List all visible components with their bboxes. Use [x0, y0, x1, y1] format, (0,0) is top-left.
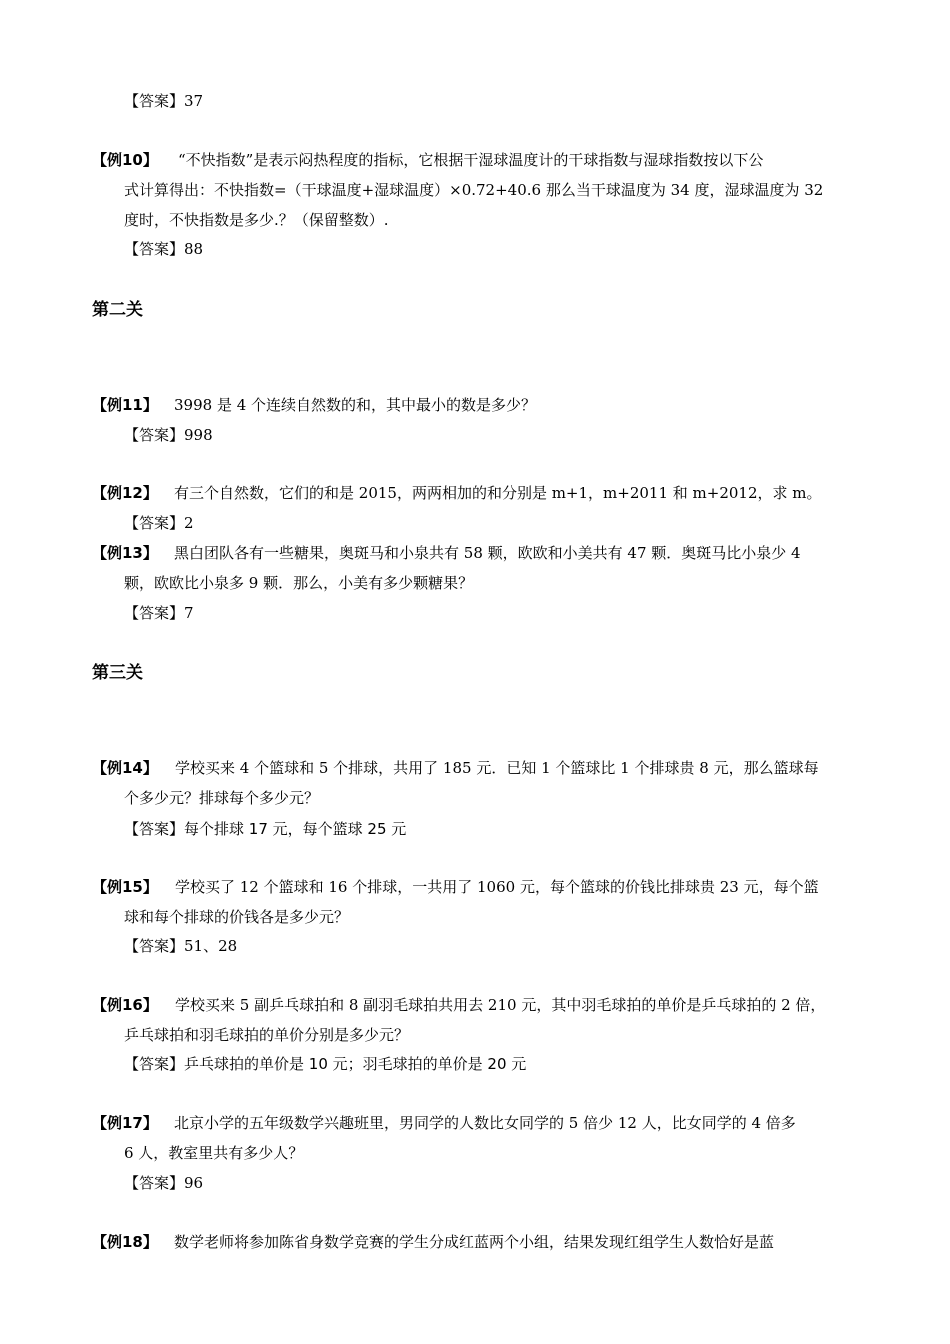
answer-label: 【答案】 [124, 937, 185, 955]
answer-label: 【答案】 [124, 604, 185, 622]
problem-text-line: “不快指数”是表示闷热程度的指标，它根据干湿球温度计的干球指数与湿球指数按以下公 [178, 151, 764, 169]
answer-line [124, 1054, 526, 1074]
problem-label: 【例16】 [92, 996, 158, 1014]
problem-text-line: 学校买来 4 个篮球和 5 个排球，共用了 185 元．已知 1 个篮球比 1 个排球贵 8 元，那么篮球每 [175, 759, 819, 777]
section-title: 第三关 [92, 663, 143, 683]
problem-label: 【例15】 [92, 878, 158, 896]
problem-label: 【例10】 [92, 151, 158, 169]
problem-label: 【例11】 [92, 396, 158, 414]
problem-label: 【例14】 [92, 759, 158, 777]
problem-text-line: 颗，欧欧比小泉多 9 颗．那么，小美有多少颗糖果？ [124, 574, 474, 592]
answer-value: 37 [184, 92, 204, 110]
problem-text-line: 球和每个排球的价钱各是多少元？ [124, 908, 350, 926]
answer-line [124, 1173, 203, 1193]
answer-value: 96 [184, 1174, 204, 1192]
answer-line [124, 819, 406, 839]
answer-label: 【答案】 [124, 92, 185, 110]
answer-value: 每个排球 17 元，每个篮球 25 元 [184, 820, 407, 838]
problem-text-line: 度时，不快指数是多少.？（保留整数）. [124, 211, 389, 229]
answer-label: 【答案】 [124, 820, 185, 838]
problem-text-line: 3998 是 4 个连续自然数的和，其中最小的数是多少？ [174, 396, 537, 414]
answer-line [124, 425, 213, 445]
problem-text-line: 黑白团队各有一些糖果，奥斑马和小泉共有 58 颗，欧欧和小美共有 47 颗．奥斑马比小泉少 4 [174, 544, 801, 562]
section-title: 第二关 [92, 300, 143, 320]
answer-label: 【答案】 [124, 426, 185, 444]
answer-line [124, 936, 237, 956]
problem-text-line: 学校买来 5 副乒乓球拍和 8 副羽毛球拍共用去 210 元，其中羽毛球拍的单价是乒乓球拍的 2 倍， [175, 996, 826, 1014]
answer-value: 乒乓球拍的单价是 10 元；羽毛球拍的单价是 20 元 [184, 1055, 527, 1073]
answer-value: 998 [184, 426, 213, 444]
problem-text-line: 个多少元？排球每个多少元？ [124, 789, 320, 807]
problem-text-line: 数学老师将参加陈省身数学竞赛的学生分成红蓝两个小组，结果发现红组学生人数恰好是蓝 [174, 1233, 775, 1251]
answer-label: 【答案】 [124, 514, 185, 532]
problem-text-line: 乒乓球拍和羽毛球拍的单价分别是多少元？ [124, 1026, 410, 1044]
problem-label: 【例18】 [92, 1233, 158, 1251]
problem-text-line: 学校买了 12 个篮球和 16 个排球，一共用了 1060 元，每个篮球的价钱比排球贵 23 元，每个篮 [175, 878, 819, 896]
problem-label: 【例17】 [92, 1114, 158, 1132]
answer-line [124, 239, 203, 259]
problem-text-line: 北京小学的五年级数学兴趣班里，男同学的人数比女同学的 5 倍少 12 人，比女同学的 4 倍多 [174, 1114, 796, 1132]
problem-text-line: 有三个自然数，它们的和是 2015，两两相加的和分别是 m+1，m+2011 和 m+2012，求 m。 [174, 484, 822, 502]
problem-text-line: 6 人，教室里共有多少人？ [124, 1144, 304, 1162]
answer-label: 【答案】 [124, 1055, 185, 1073]
problem-text-line: 式计算得出：不快指数=（干球温度+湿球温度）×0.72+40.6 那么当干球温度为 34 度，湿球温度为 32 [124, 181, 824, 199]
answer-value: 7 [184, 604, 194, 622]
answer-label: 【答案】 [124, 240, 185, 258]
answer-value: 88 [184, 240, 204, 258]
answer-line [124, 513, 194, 533]
answer-value: 2 [184, 514, 194, 532]
problem-label: 【例13】 [92, 544, 158, 562]
answer-value: 51、28 [184, 937, 238, 955]
answer-line [124, 603, 194, 623]
answer-line [124, 91, 203, 111]
answer-label: 【答案】 [124, 1174, 185, 1192]
problem-label: 【例12】 [92, 484, 158, 502]
